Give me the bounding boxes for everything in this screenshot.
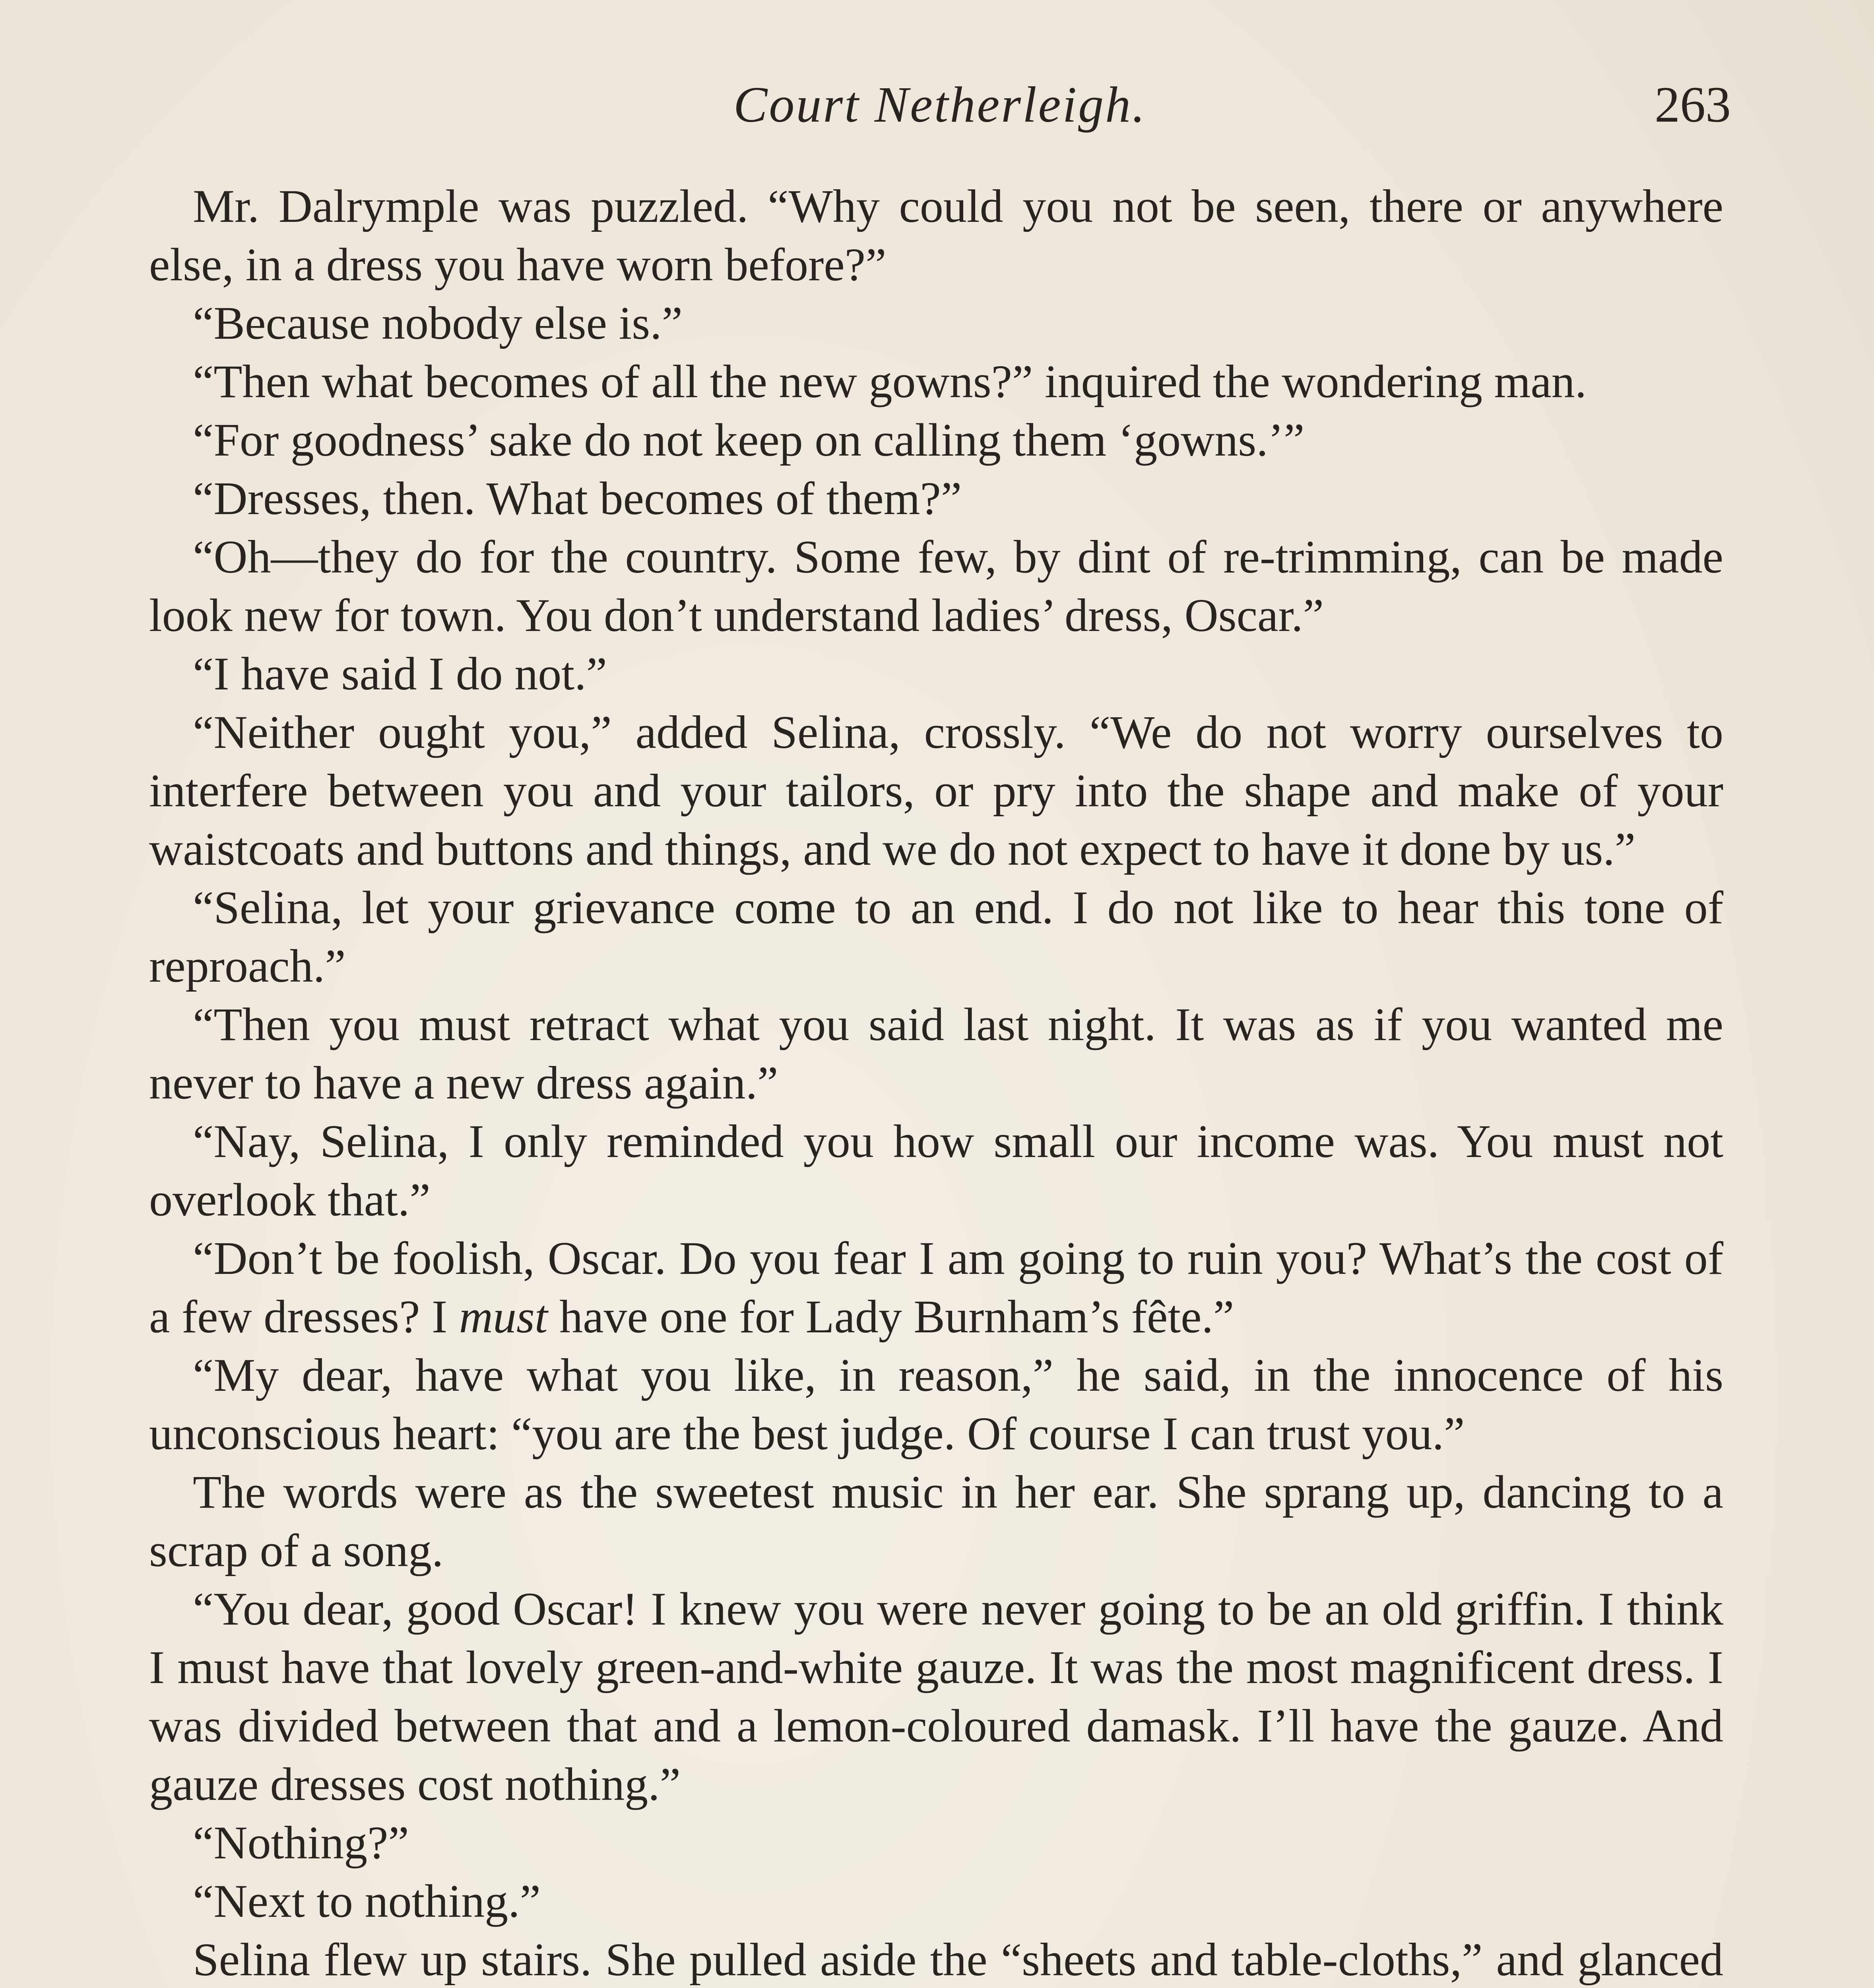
paragraph: “You dear, good Oscar! I knew you were never going to be an old griffin. I think I must have that lovely green-and-white gauze. It was the most magnificent dress. I was divided between that and a lemon-coloured damask. I’ll have the gauze. And gauze dresses cost nothing.” bbox=[149, 1583, 1723, 1810]
emphasis: must bbox=[459, 1291, 548, 1343]
page-number: 263 bbox=[1655, 76, 1731, 133]
paragraph: “Nothing?” bbox=[193, 1817, 409, 1869]
paragraph: “Nay, Selina, I only reminded you how small our income was. You must not overlook that.” bbox=[149, 1115, 1723, 1226]
paragraph: “Neither ought you,” added Selina, crossly. “We do not worry ourselves to interfere between you and your tailors, or pry into the shape and make of your waistcoats and buttons and things, and we do not expect to have it done by us.” bbox=[149, 706, 1723, 875]
paragraph: Selina flew up stairs. She pulled aside the “sheets and table-cloths,” and glanced bbox=[193, 1934, 1723, 1986]
paragraph: The words were as the sweetest music in her ear. She sprang up, dancing to a scrap of a song. bbox=[149, 1466, 1723, 1576]
running-title: Court Netherleigh. bbox=[733, 76, 1147, 133]
paragraph: “For goodness’ sake do not keep on calling them ‘gowns.’” bbox=[193, 414, 1305, 466]
body-text bbox=[149, 177, 1723, 1988]
paragraph: “Then you must retract what you said last night. It was as if you wanted me never to have a new dress again.” bbox=[149, 998, 1723, 1109]
paragraph: “Because nobody else is.” bbox=[193, 297, 683, 349]
paragraph: “Next to nothing.” bbox=[193, 1875, 541, 1927]
paragraph: “Don’t be foolish, Oscar. Do you fear I am going to ruin you? What’s the cost of a few dresses? I must have one for Lady Burnham’s fête.” bbox=[149, 1232, 1723, 1343]
paragraph: “Then what becomes of all the new gowns?” inquired the wondering man. bbox=[193, 355, 1587, 408]
paragraph: Mr. Dalrymple was puzzled. “Why could you not be seen, there or anywhere else, in a dress you have worn before?” bbox=[149, 180, 1723, 291]
paragraph: “I have said I do not.” bbox=[193, 648, 607, 700]
paragraph: “Dresses, then. What becomes of them?” bbox=[193, 472, 962, 524]
paragraph: “My dear, have what you like, in reason,” he said, in the innocence of his unconscious heart: “you are the best judge. Of course I can trust you.” bbox=[149, 1349, 1723, 1460]
paragraph: “Oh—they do for the country. Some few, by dint of re-trimming, can be made look new for town. You don’t understand ladies’ dress, Oscar.” bbox=[149, 531, 1723, 641]
running-head bbox=[149, 60, 1731, 151]
paragraph: “Selina, let your grievance come to an end. I do not like to hear this tone of reproach.” bbox=[149, 881, 1723, 992]
